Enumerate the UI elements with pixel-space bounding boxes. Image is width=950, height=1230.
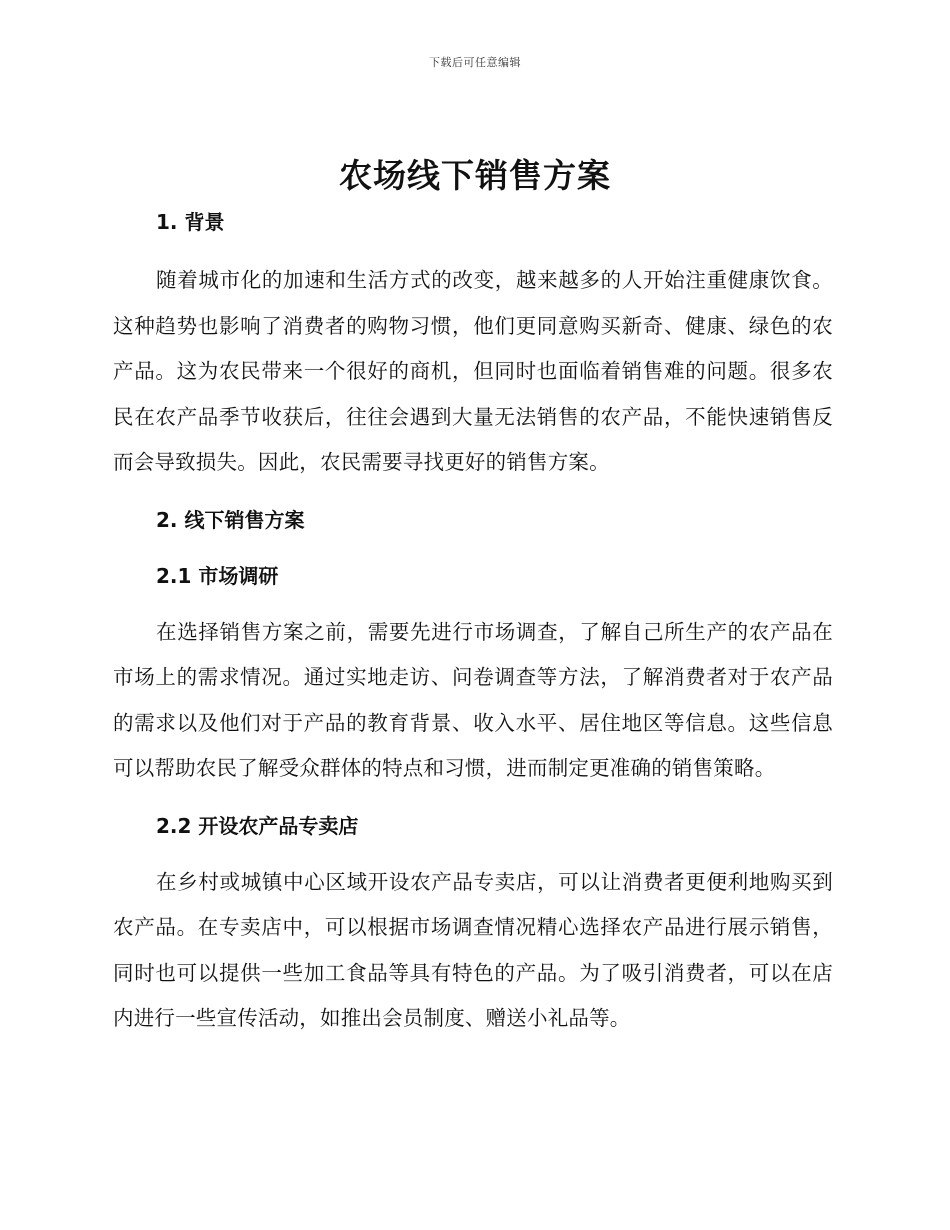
section-heading-offline-sales: 2. 线下销售方案: [156, 507, 305, 532]
document-body: [113, 200, 833, 1042]
section-paragraph-market-research: 在选择销售方案之前，需要先进行市场调查，了解自己所生产的农产品在市场上的需求情况。通过实地走访、问卷调查等方法，了解消费者对于农产品的需求以及他们对于产品的教育背景、收入水平、居住地区等信息。这些信息可以帮助农民了解受众群体的特点和习惯，进而制定更准确的销售策略。: [113, 619, 833, 780]
document-title: 农场线下销售方案: [339, 156, 611, 195]
section-heading-background: 1. 背景: [156, 210, 225, 234]
section-heading-market-research: 2.1 市场调研: [156, 563, 279, 588]
section-heading-specialty-store: 2.2 开设农产品专卖店: [156, 813, 359, 838]
page-header-note: 下载后可任意编辑: [429, 56, 521, 69]
section-paragraph-specialty-store: 在乡村或城镇中心区域开设农产品专卖店，可以让消费者更便利地购买到农产品。在专卖店中，可以根据市场调查情况精心选择农产品进行展示销售，同时也可以提供一些加工食品等具有特色的产品。为了吸引消费者，可以在店内进行一些宣传活动，如推出会员制度、赠送小礼品等。: [113, 869, 833, 1030]
section-paragraph-background: 随着城市化的加速和生活方式的改变，越来越多的人开始注重健康饮食。这种趋势也影响了消费者的购物习惯，他们更同意购买新奇、健康、绿色的农产品。这为农民带来一个很好的商机，但同时也面临着销售难的问题。很多农民在农产品季节收获后，往往会遇到大量无法销售的农产品，不能快速销售反而会导致损失。因此，农民需要寻找更好的销售方案。: [113, 268, 833, 474]
